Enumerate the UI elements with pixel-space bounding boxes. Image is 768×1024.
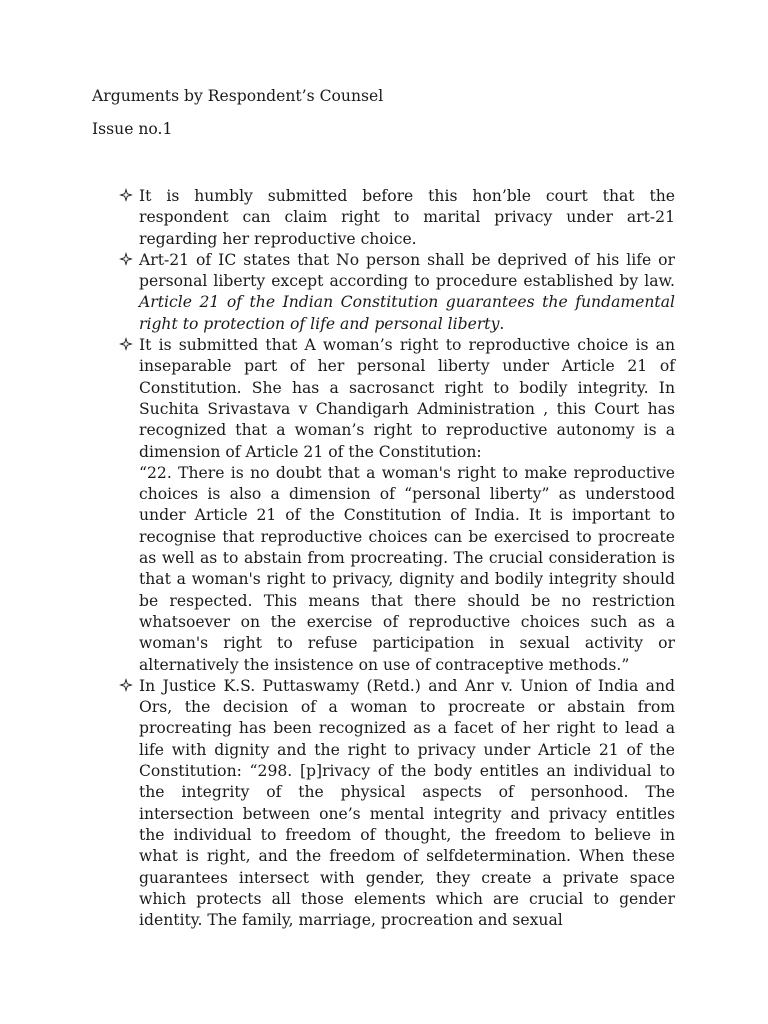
diamond-bullet-icon (118, 187, 134, 203)
section-heading: Arguments by Respondent’s Counsel (92, 87, 384, 105)
diamond-bullet-icon (118, 677, 134, 693)
bullet-text: Art-21 of IC states that No person shall be deprived of his life or personal liberty except according to procedure established by law. (139, 250, 675, 291)
bullet-text: It is submitted that A woman’s right to reproductive choice is an inseparable part of her personal liberty under Article 21 of Constitution. She has a sacrosanct right to bodily integrity. In Suchita Srivastava v Chandigarh Administration , this Court has recognized that a woman’s right to reproductive autonomy is a dimension of Article 21 of the Constitution: (139, 336, 675, 461)
bullet-text: In Justice K.S. Puttaswamy (Retd.) and Anr v. Union of India and Ors, the decision of a woman to procreate or abstain from procreating has been recognized as a facet of her right to lead a life with dignity and the right to privacy under Article 21 of the Constitution: “298. [p]rivacy of the body entitles an individual to the integrity of the physical aspects of personhood. The intersection between one’s mental integrity and privacy entitles the individual to freedom of thought, the freedom to believe in what is right, and the freedom of selfdetermination. When these guarantees intersect with gender, they create a private space which protects all those elements which are crucial to gender identity. The family, marriage, procreation and sexual (139, 676, 675, 930)
diamond-bullet-icon (118, 251, 134, 267)
issue-label: Issue no.1 (92, 120, 173, 138)
list-item (118, 676, 675, 932)
argument-list (118, 186, 675, 931)
bullet-text-with-italic (139, 250, 675, 335)
case-quote: “22. There is no doubt that a woman's right to make reproductive choices is also a dimension of “personal liberty” as understood under Article 21 of the Constitution of India. It is important to recognise that reproductive choices can be exercised to procreate as well as to abstain from procreating. The crucial consideration is that a woman's right to privacy, dignity and bodily integrity should be respected. This means that there should be no restriction whatsoever on the exercise of reproductive choices such as a woman's right to refuse participation in sexual activity or alternatively the insistence on use of contraceptive methods.” (139, 463, 675, 674)
list-item (118, 250, 675, 335)
diamond-bullet-icon (118, 336, 134, 352)
list-item (118, 335, 675, 676)
bullet-text-tail: . (499, 314, 505, 333)
italic-text: Article 21 of the Indian Constitution guarantees the fundamental right to protection of life and personal liberty (139, 293, 675, 333)
list-item (118, 186, 675, 250)
bullet-text: It is humbly submitted before this hon’ble court that the respondent can claim right to marital privacy under art-21 regarding her reproductive choice. (139, 187, 675, 248)
